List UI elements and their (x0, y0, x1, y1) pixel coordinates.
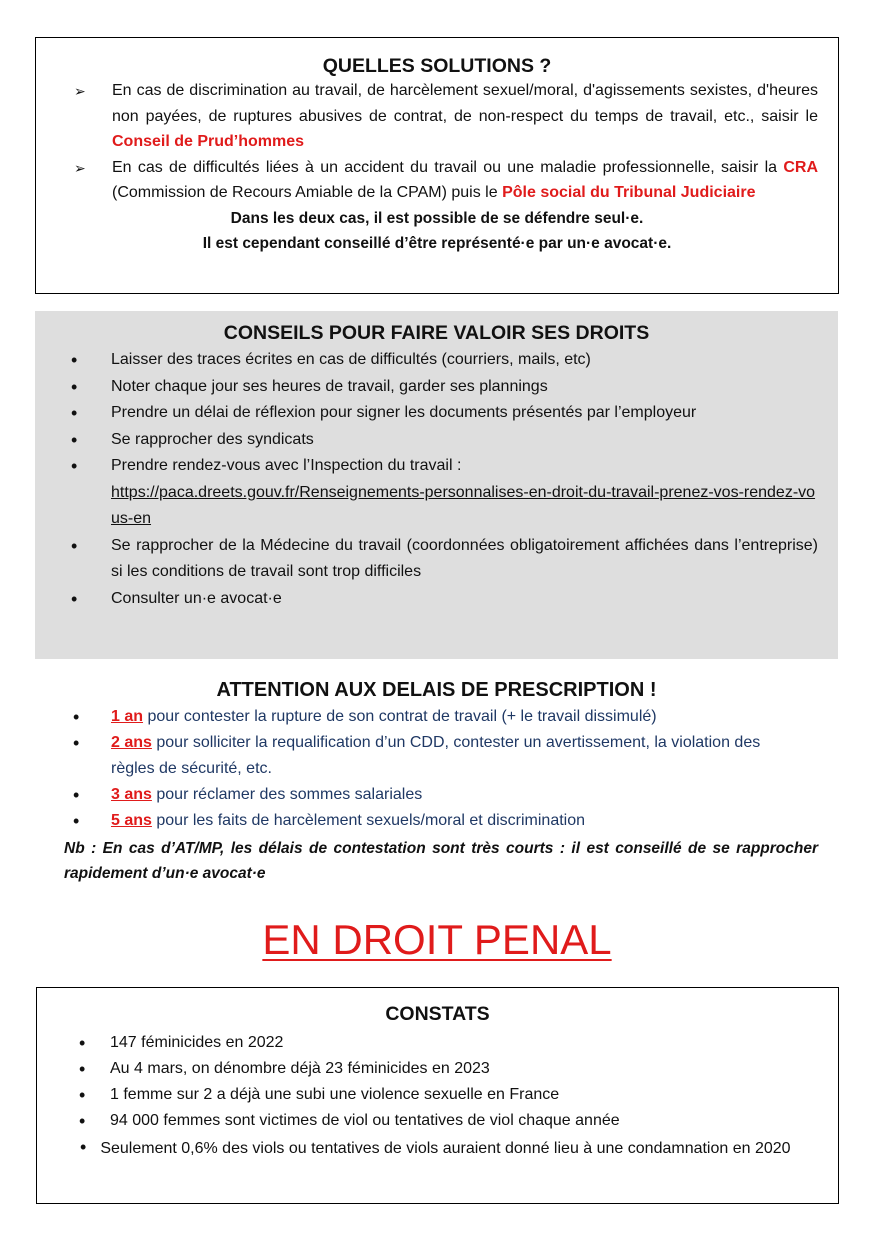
list-item (79, 1030, 818, 1056)
list-item (79, 1082, 818, 1108)
list-item (79, 1056, 818, 1082)
arrow-bullet-icon: ➢ (74, 159, 86, 176)
list-item-text: pour réclamer des sommes salariales (151, 786, 423, 803)
list-item (71, 586, 818, 613)
conseils-panel (35, 311, 838, 659)
list-item (71, 374, 818, 401)
list-item-text: Prendre un délai de réflexion pour signer les documents présentés par l’employeur (111, 404, 697, 421)
solutions-highlight: Conseil de Prud’hommes (112, 133, 305, 150)
list-item-text: Se rapprocher de la Médecine du travail (coordonnées obligatoirement affichées dans l’entreprise) si les conditions de travail sont trop difficiles (111, 536, 818, 580)
bullet-icon: • (73, 733, 80, 753)
list-item-text: Prendre rendez-vous avec l’Inspection du travail : (111, 457, 462, 474)
bullet-icon: • (71, 456, 78, 476)
list-item (79, 1108, 818, 1134)
solutions-note-line: Il est cependant conseillé d’être représenté·e par un·e avocat·e. (202, 234, 672, 252)
bullet-icon: • (71, 429, 78, 450)
delais-title: ATTENTION AUX DELAIS DE PRESCRIPTION ! (216, 679, 657, 701)
list-item (71, 347, 818, 374)
list-item-text: pour les faits de harcèlement sexuels/moral et discrimination (151, 812, 586, 829)
list-item-text: Noter chaque jour ses heures de travail, garder ses plannings (111, 377, 548, 395)
list-item-text: Consulter un·e avocat·e (111, 589, 282, 607)
bullet-icon: • (80, 1137, 87, 1157)
list-item-text: Au 4 mars, on dénombre déjà 23 féminicides en 2023 (110, 1060, 490, 1077)
list-item-text: pour solliciter la requalification d’un CDD, contester un avertissement, la violation des règles de sécurité, etc. (111, 734, 761, 777)
solutions-item-text: En cas de discrimination au travail, de harcèlement sexuel/moral, d'agissements sexistes, d'heures non payées, de ruptures abusives de contrat, de non-respect du temps de travail, etc., saisir le (112, 82, 818, 125)
bullet-icon: • (79, 1033, 86, 1053)
list-item (71, 400, 818, 427)
solutions-title: QUELLES SOLUTIONS ? (322, 55, 552, 77)
constats-box (36, 987, 839, 1204)
bullet-icon: • (71, 403, 78, 423)
bullet-icon: • (73, 707, 80, 727)
penal-title-text: EN DROIT PENAL (262, 916, 612, 963)
list-item-text: 1 femme sur 2 a déjà une subi une violence sexuelle en France (110, 1086, 560, 1103)
list-item-text: 147 féminicides en 2022 (110, 1034, 284, 1051)
list-item (71, 453, 818, 533)
solutions-note-line: Dans les deux cas, il est possible de se défendre seul·e. (230, 209, 644, 227)
list-item-text: pour contester la rupture de son contrat de travail (+ le travail dissimulé) (143, 708, 657, 725)
arrow-bullet-icon: ➢ (74, 83, 86, 99)
solutions-item (74, 78, 818, 155)
delais-note: Nb : En cas d’AT/MP, les délais de contestation sont très courts : il est conseillé de se rapprocher rapidement d’un·e avocat·e (64, 840, 818, 882)
duration-label: 2 ans (111, 734, 152, 751)
bullet-icon: • (71, 350, 78, 370)
solutions-item-text: En cas de difficultés liées à un accident du travail ou une maladie professionnelle, saisir la (112, 158, 784, 176)
list-item-text: 94 000 femmes sont victimes de viol ou tentatives de viol chaque année (110, 1112, 620, 1129)
duration-label: 1 an (111, 708, 144, 725)
list-item-text: Laisser des traces écrites en cas de difficultés (courriers, mails, etc) (111, 351, 591, 368)
delais-section (35, 678, 838, 886)
solutions-box (35, 37, 839, 294)
constats-title: CONSTATS (385, 1003, 490, 1025)
duration-label: 5 ans (111, 812, 152, 829)
conseils-title: CONSEILS POUR FAIRE VALOIR SES DROITS (223, 322, 650, 344)
solutions-item-text: (Commission de Recours Amiable de la CPAM) puis le (112, 184, 503, 201)
solutions-item (74, 155, 818, 206)
list-item (71, 533, 818, 586)
bullet-icon: • (79, 1085, 86, 1105)
duration-label: 3 ans (111, 786, 152, 803)
bullet-icon: • (71, 535, 78, 556)
bullet-icon: • (73, 785, 80, 805)
list-item (66, 1134, 818, 1162)
list-item-text: Se rapprocher des syndicats (111, 430, 314, 448)
bullet-icon: • (71, 376, 78, 397)
bullet-icon: • (79, 1059, 86, 1079)
solutions-highlight: Pôle social du Tribunal Judiciaire (502, 184, 756, 201)
inspection-travail-link[interactable]: https://paca.dreets.gouv.fr/Renseignements-personnalises-en-droit-du-travail-prenez-vos-rendez-vous-en (111, 483, 816, 527)
bullet-icon: • (73, 811, 80, 831)
penal-title (0, 914, 874, 966)
bullet-icon: • (71, 588, 78, 609)
list-item (73, 808, 788, 834)
list-item (73, 704, 788, 730)
list-item (73, 730, 788, 782)
list-item-text: Seulement 0,6% des viols ou tentatives de viols auraient donné lieu à une condamnation en 2020 (100, 1140, 791, 1157)
list-item (73, 782, 788, 808)
solutions-highlight: CRA (783, 158, 818, 176)
bullet-icon: • (79, 1111, 86, 1131)
list-item (71, 427, 818, 454)
